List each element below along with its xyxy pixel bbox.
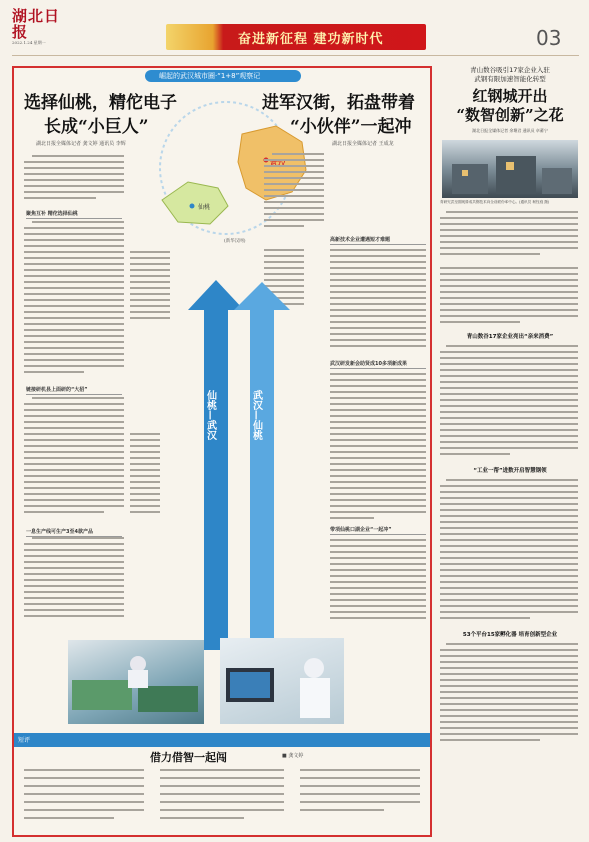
photo-caption: 青研究武至期现驿成共钢技术向全设联份率中心。(通讯员 柯钰庭 摄)	[440, 200, 550, 204]
right-section-1: 青山数谷17家企业亮出“亲来消费”	[466, 334, 554, 340]
arrow-up-left	[188, 280, 244, 650]
right-headline-1: 红钢城开出	[472, 87, 548, 105]
left-section-1: 聚焦互补 精佗选择仙桃	[26, 210, 122, 219]
left-column-body-copy	[24, 152, 126, 722]
right-section-3: 53个平台15家孵化器 培育创新型企业	[462, 632, 558, 638]
arrow-right-label: 武汉—仙桃	[250, 390, 262, 440]
right-kicker-1: 青山数谷吸引17家企业入驻	[470, 66, 550, 74]
right-headline-line1: 进军汉街，拓盘带着	[262, 93, 415, 113]
right-section-2: 武汉研发新会助贤成10多项新成果	[330, 360, 426, 369]
right-section-3: 带项仙桃口湖企业“一起冲”	[330, 526, 426, 535]
lab-photo	[220, 638, 344, 724]
masthead-logo: 湖北日报	[12, 7, 61, 41]
arrow-left-label: 仙桃—武汉	[204, 390, 216, 440]
left-byline: 湖北日报全媒体记者 龚文婷 通讯员 李辉	[36, 141, 126, 147]
commentary-label: 短评	[18, 737, 31, 744]
right-article	[440, 66, 580, 837]
feature-tag	[145, 70, 301, 82]
map-label-wuhan: 武汉	[270, 158, 286, 168]
left-section-3: 一息生产线可生产3至4款产品	[26, 528, 122, 537]
masthead-date: 2022.1.24 星期一	[12, 40, 46, 45]
right-body-copy-3	[440, 476, 580, 626]
right-kicker-2: 武钢有限加速智能化转型	[474, 75, 546, 83]
commentary-bar	[14, 733, 430, 747]
left-headline-line2: 长成“小巨人”	[44, 117, 149, 137]
feature-tag-text: 崛起的武汉城市圈·“1+8”观察记	[159, 72, 261, 80]
commentary-author: ■ 龚文婷	[282, 753, 304, 759]
factory-photo	[68, 640, 204, 724]
right-section-1: 高新技术企业遭遇短才难题	[330, 236, 426, 245]
left-headline-line1: 选择仙桃，精佗电子	[24, 93, 177, 113]
map-note: (新华汉网)	[224, 239, 246, 244]
right-body-copy-4	[440, 640, 580, 750]
page-number: 03	[536, 26, 562, 50]
arrow-up-right	[234, 282, 290, 660]
commentary-body-copy	[24, 766, 424, 830]
right-headline-line2: “小伙伴”一起冲	[290, 117, 412, 137]
map-label-xiantao: 仙桃	[198, 204, 211, 211]
right-section-2: “工业一帮”进数开启智慧钢领	[473, 468, 547, 474]
xiantao-region-shape	[162, 182, 228, 224]
slogan-text: 奋进新征程 建功新时代	[238, 32, 384, 47]
left-section-2: 链接研机县上面研的“大招”	[26, 386, 122, 395]
exchange-arrows	[130, 250, 320, 660]
right-article-byline: 湖北日报全媒体记者 余壊君 通讯员 卓蓄宁	[472, 128, 548, 133]
right-body-copy-1	[440, 208, 580, 328]
commentary-title: 借力借智一起闯	[150, 751, 227, 764]
slogan-banner	[166, 24, 426, 50]
right-byline: 湖北日报全媒体记者 王成龙	[332, 141, 394, 147]
header-rule	[12, 55, 579, 56]
right-headline-2: “数智创新”之花	[456, 106, 564, 124]
right-body-copy-2	[440, 342, 580, 462]
masthead	[12, 7, 72, 45]
steel-plant-photo	[442, 140, 578, 198]
